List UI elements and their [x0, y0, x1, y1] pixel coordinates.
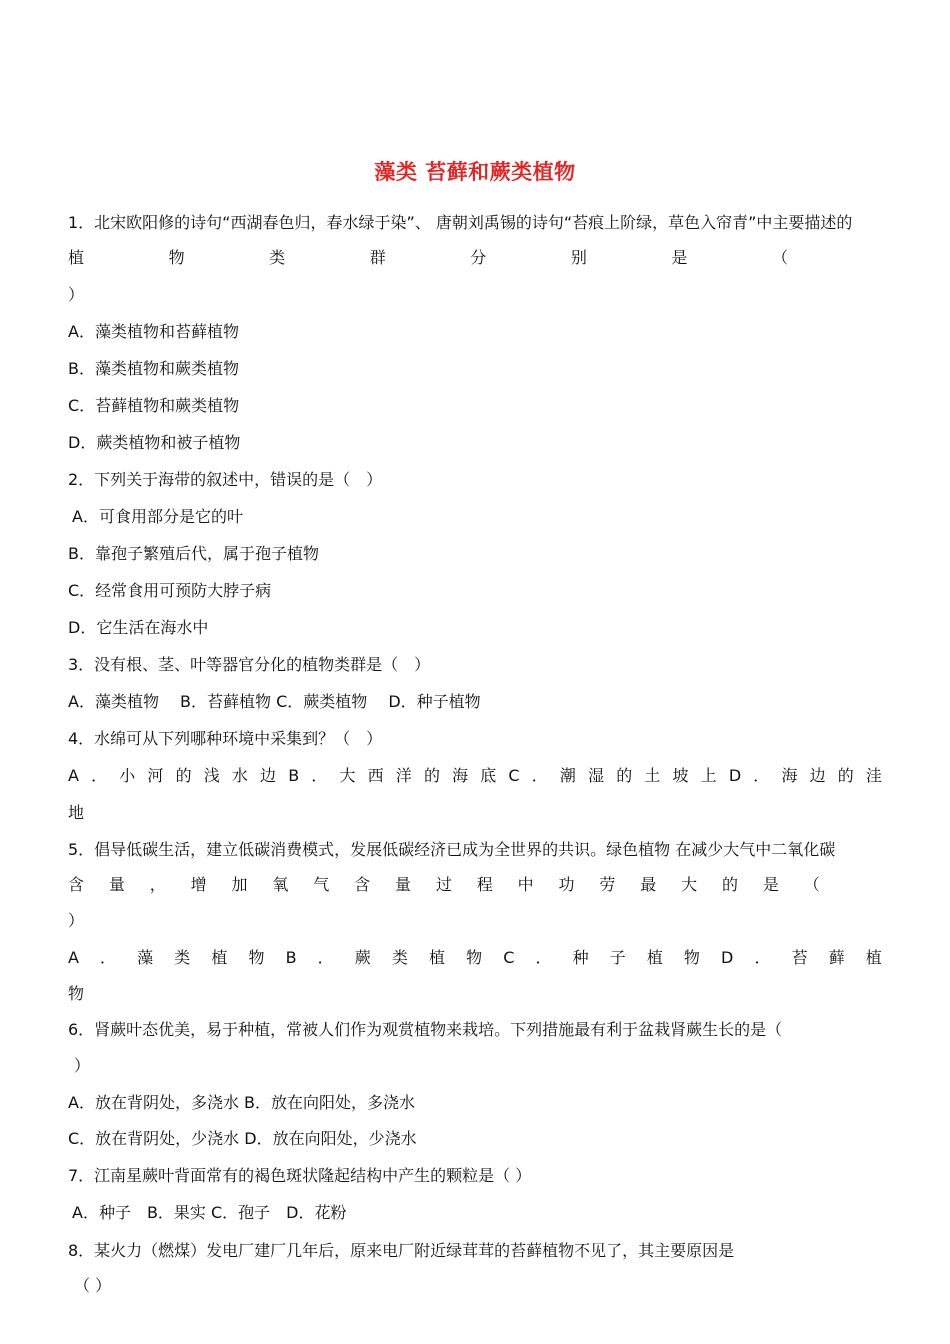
q4-option-char: ． [531, 766, 548, 785]
q5-line2-char: 气 [313, 875, 330, 894]
q5-line2-char: 劳 [599, 875, 616, 894]
q5-line2-char: 含 [68, 875, 85, 894]
q5-option-char: 植 [865, 948, 882, 967]
q5-stem-line2 [68, 874, 820, 896]
q1-stem-line3: ） [68, 285, 85, 304]
q5-option-char: D [721, 948, 734, 967]
q4-option-char: ． [753, 766, 770, 785]
q5-option-char: ． [317, 948, 334, 967]
q1-option-d: D．蕨类植物和被子植物 [68, 433, 241, 452]
q3-options: A．藻类植物 B．苔藓植物 C．蕨类植物 D．种子植物 [68, 692, 481, 711]
q5-option-char: 子 [609, 948, 626, 967]
q4-option-char: 上 [700, 766, 717, 785]
q5-option-char: 藓 [828, 948, 845, 967]
q3-stem: 3．没有根、茎、叶等器官分化的植物类群是（ ） [68, 655, 431, 674]
q5-option-char: 蕨 [354, 948, 371, 967]
q5-line2-char: 是 [762, 875, 779, 894]
q4-option-char: 边 [260, 766, 277, 785]
q1-line2-char: （ [771, 248, 788, 267]
page-title: 藻类 苔藓和蕨类植物 [374, 160, 576, 184]
q5-line2-char: 氧 [272, 875, 289, 894]
q4-option-char: 海 [781, 766, 798, 785]
q7-options: A．种子 B．果实 C．孢子 D．花粉 [72, 1203, 347, 1222]
q4-option-char: 土 [644, 766, 661, 785]
q1-line2-char: 植 [68, 248, 85, 267]
q4-option-char: 洋 [395, 766, 412, 785]
q1-option-b: B．藻类植物和蕨类植物 [68, 359, 239, 378]
q6-stem-line2: ） [74, 1056, 91, 1075]
q2-option-c: C．经常食用可预防大脖子病 [68, 581, 272, 600]
q5-stem-line1: 5．倡导低碳生活，建立低碳消费模式，发展低碳经济已成为全世界的共识。绿色植物 在减少大气中二氧化碳 [68, 840, 836, 859]
q5-line2-char: 大 [681, 875, 698, 894]
q4-option-char: 大 [339, 766, 356, 785]
q1-line2-char: 分 [470, 248, 487, 267]
q5-option-char: ． [535, 948, 552, 967]
q5-line2-char: 中 [517, 875, 534, 894]
q1-line2-char: 群 [369, 248, 386, 267]
q4-option-char: 的 [423, 766, 440, 785]
q4-option-char: ． [311, 766, 328, 785]
q5-option-char: 物 [683, 948, 700, 967]
q5-option-char: 植 [646, 948, 663, 967]
q4-option-char: 浅 [203, 766, 220, 785]
q8-stem-line2: （ ） [74, 1276, 112, 1295]
q2-stem: 2．下列关于海带的叙述中，错误的是（ ） [68, 470, 383, 489]
q1-stem-line2 [68, 247, 788, 269]
q8-stem-line1: 8．某火力（燃煤）发电厂建厂几年后，原来电厂附近绿茸茸的苔藓植物不见了，其主要原因是 [68, 1241, 735, 1260]
q6-options-ab: A．放在背阴处，多浇水 B．放在向阳处，多浇水 [68, 1093, 416, 1112]
q1-line2-char: 是 [671, 248, 688, 267]
q5-options-line2: 物 [68, 984, 85, 1003]
q5-option-char: A [68, 948, 79, 967]
q4-option-char: 水 [231, 766, 248, 785]
q4-option-char: ． [91, 766, 108, 785]
q1-line2-char: 类 [269, 248, 286, 267]
q5-option-char: 物 [466, 948, 483, 967]
q2-option-a: A．可食用部分是它的叶 [72, 507, 243, 526]
q5-line2-char: 量 [395, 875, 412, 894]
q4-option-char: 湿 [588, 766, 605, 785]
q2-option-b: B．靠孢子繁殖后代，属于孢子植物 [68, 544, 319, 563]
q5-line2-char: （ [803, 875, 820, 894]
q7-stem: 7．江南星蕨叶背面常有的褐色斑状隆起结构中产生的颗粒是（ ） [68, 1166, 532, 1185]
q4-option-char: 的 [837, 766, 854, 785]
q2-option-d: D．它生活在海水中 [68, 618, 209, 637]
q4-options-line [68, 765, 882, 787]
q5-option-char: 苔 [791, 948, 808, 967]
q5-line2-char: ， [149, 875, 166, 894]
q4-option-char: 底 [480, 766, 497, 785]
q6-stem-line1: 6．肾蕨叶态优美，易于种植，常被人们作为观赏植物来栽培。下列措施最有利于盆栽肾蕨生长的是（ [68, 1020, 783, 1039]
q4-option-char: 西 [367, 766, 384, 785]
q4-option-char: 河 [147, 766, 164, 785]
q4-stem: 4．水绵可从下列哪种环境中采集到？（ ） [68, 729, 383, 748]
q5-option-char: 植 [211, 948, 228, 967]
q5-option-char: 物 [248, 948, 265, 967]
q5-line2-char: 最 [640, 875, 657, 894]
q4-option-char: 小 [119, 766, 136, 785]
q5-line2-char: 过 [435, 875, 452, 894]
q4-option-char: C [508, 766, 520, 785]
q5-option-char: ． [100, 948, 117, 967]
q5-line2-char: 加 [231, 875, 248, 894]
q1-option-c: C．苔藓植物和蕨类植物 [68, 396, 240, 415]
q5-line2-char: 的 [722, 875, 739, 894]
q5-stem-line3: ） [68, 911, 85, 930]
q1-option-a: A．藻类植物和苔藓植物 [68, 322, 239, 341]
q5-line2-char: 量 [108, 875, 125, 894]
q5-option-char: 类 [174, 948, 191, 967]
q4-option-char: 的 [616, 766, 633, 785]
q5-line2-char: 含 [354, 875, 371, 894]
q4-option-char: 海 [452, 766, 469, 785]
q1-line2-char: 别 [570, 248, 587, 267]
q6-options-cd: C．放在背阴处，少浇水 D．放在向阳处，少浇水 [68, 1129, 417, 1148]
q5-option-char: ． [754, 948, 771, 967]
q4-option-char: D [728, 766, 742, 785]
q5-line2-char: 程 [476, 875, 493, 894]
q4-options-line2: 地 [68, 803, 85, 822]
q5-option-char: B [285, 948, 297, 967]
q4-option-char: 的 [175, 766, 192, 785]
q4-option-char: A [68, 766, 79, 785]
q1-stem-line1: 1．北宋欧阳修的诗句“西湖春色归，春水绿于染”、 唐朝刘禹锡的诗句“苔痕上阶绿，草色入帘青”中主要描述的 [68, 213, 853, 232]
q5-line2-char: 增 [190, 875, 207, 894]
q4-option-char: B [288, 766, 300, 785]
q4-option-char: 坡 [672, 766, 689, 785]
q5-option-char: 植 [429, 948, 446, 967]
q5-option-char: 藻 [137, 948, 154, 967]
q4-option-char: 边 [809, 766, 826, 785]
q4-option-char: 潮 [559, 766, 576, 785]
q1-line2-char: 物 [168, 248, 185, 267]
q4-option-char: 洼 [865, 766, 882, 785]
q5-option-char: C [503, 948, 515, 967]
q5-option-char: 类 [391, 948, 408, 967]
q5-line2-char: 功 [558, 875, 575, 894]
q5-options-line [68, 947, 882, 969]
q5-option-char: 种 [572, 948, 589, 967]
